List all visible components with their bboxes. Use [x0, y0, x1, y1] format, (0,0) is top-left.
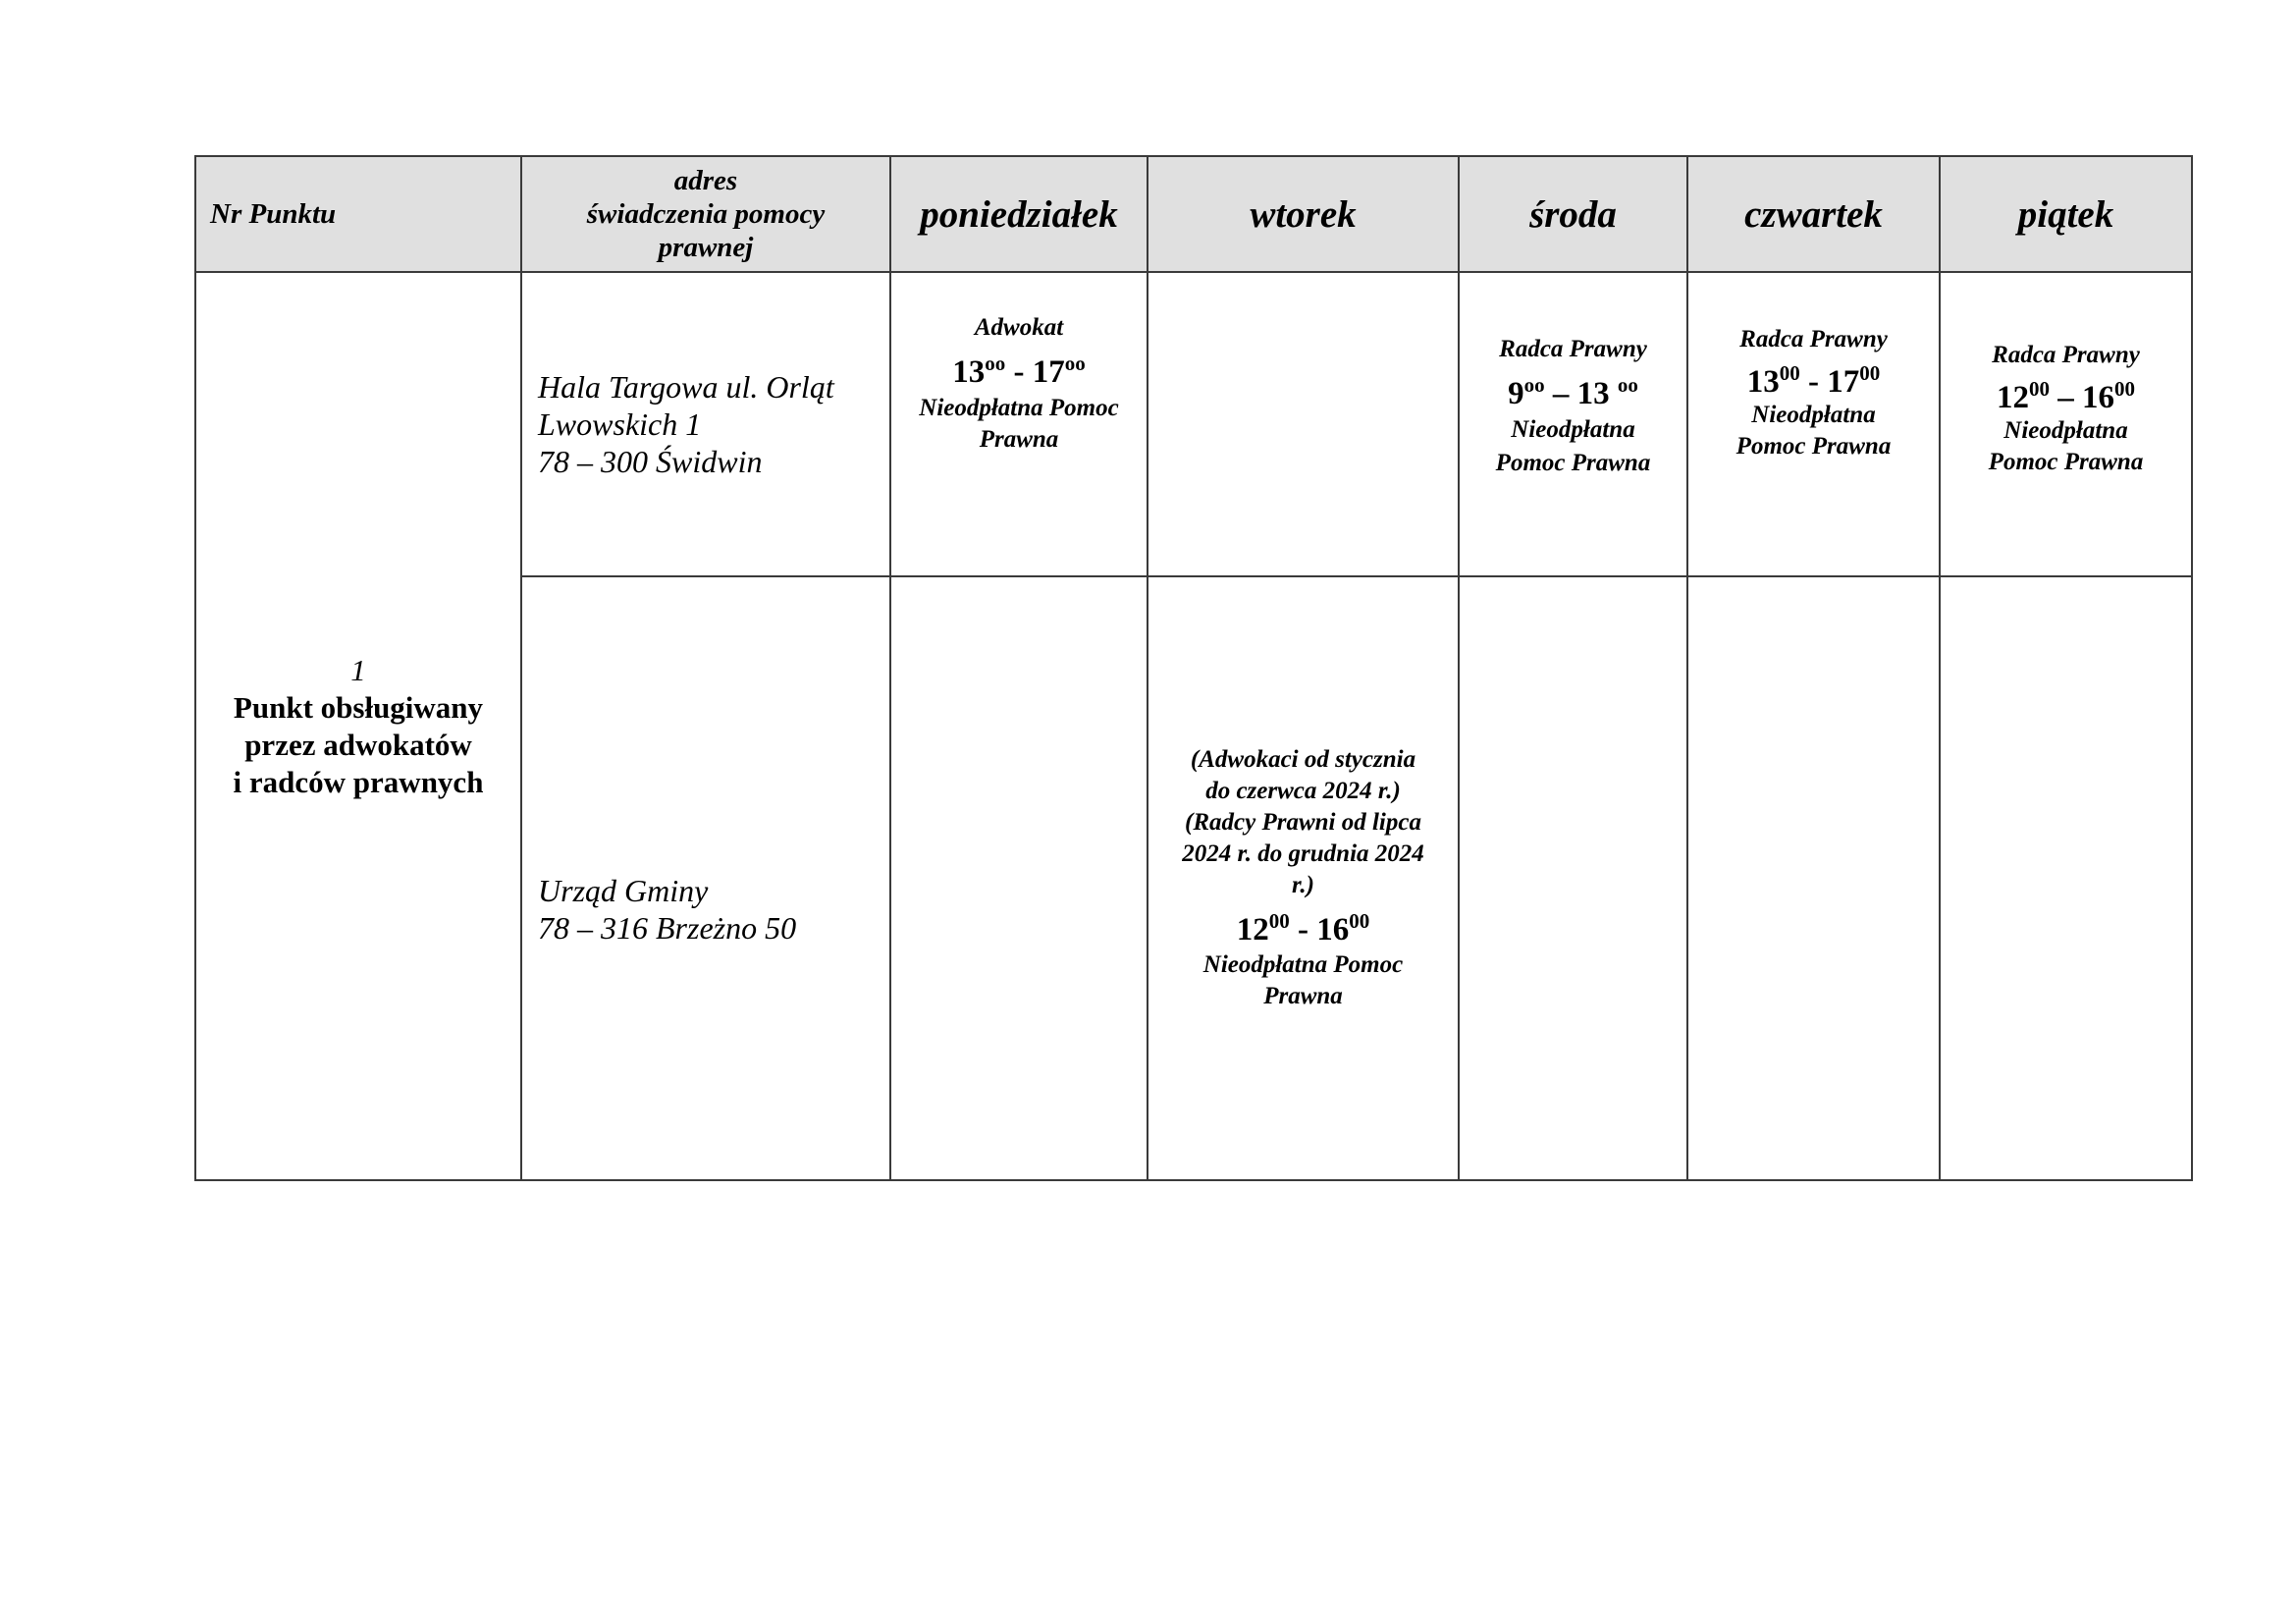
duty-label: Radca Prawny [1992, 342, 2140, 368]
duty-note-line1: Nieodpłatna [2003, 417, 2128, 444]
duty-label: Adwokat [974, 314, 1064, 341]
info-line4: 2024 r. do grudnia 2024 [1182, 840, 1424, 867]
monday-cell [890, 272, 1148, 576]
duty-note-line1: Nieodpłatna [1511, 416, 1635, 443]
duty-note-line2: Pomoc Prawna [1495, 450, 1651, 476]
thursday-cell [1687, 272, 1940, 576]
monday-cell [890, 576, 1148, 1180]
address-line2: Lwowskich 1 [538, 406, 702, 442]
info-line5: r.) [1292, 872, 1314, 898]
duty-note-line1: Nieodpłatna [1751, 402, 1876, 428]
header-address-line2: świadczenia pomocy [586, 198, 826, 230]
address-line1: Hala Targowa ul. Orląt [538, 369, 834, 405]
header-row [195, 156, 2192, 272]
address-line1: Urząd Gminy [538, 872, 709, 908]
punkt-desc-line2: przez adwokatów [244, 727, 472, 762]
duty-label: Radca Prawny [1499, 336, 1647, 362]
duty-note-line1: Nieodpłatna Pomoc [919, 395, 1119, 421]
header-nr-punktu: Nr Punktu [195, 156, 521, 272]
header-monday: poniedziałek [890, 156, 1148, 272]
table-row [195, 272, 2192, 576]
info-line3: (Radcy Prawni od lipca [1185, 809, 1421, 836]
wednesday-cell [1459, 576, 1687, 1180]
duty-note-line2: Pomoc Prawna [1988, 449, 2144, 475]
header-wednesday: środa [1459, 156, 1687, 272]
punkt-cell [195, 272, 521, 1180]
legal-aid-schedule-table [194, 155, 2193, 1181]
tuesday-cell [1148, 576, 1459, 1180]
address-line2: 78 – 316 Brzeżno 50 [538, 909, 797, 946]
thursday-cell [1687, 576, 1940, 1180]
header-address-line3: prawnej [658, 232, 754, 263]
duty-hours: $12^{00} - 16^{00}$ [1236, 909, 1370, 947]
header-friday: piątek [1940, 156, 2192, 272]
wednesday-cell [1459, 272, 1687, 576]
punkt-desc-line1: Punkt obsługiwany [233, 689, 484, 725]
friday-cell [1940, 272, 2192, 576]
address-cell [521, 272, 890, 576]
duty-note-line2: Prawna [979, 426, 1059, 453]
duty-note-line2: Prawna [1263, 983, 1343, 1009]
punkt-desc-line3: i radców prawnych [233, 764, 484, 799]
duty-hours: $9^{oo} - 13$ $^{oo}$ [1508, 373, 1638, 411]
info-line2: do czerwca 2024 r.) [1205, 778, 1401, 804]
info-line1: (Adwokaci od stycznia [1190, 746, 1416, 773]
duty-hours: $13^{00} - 17^{00}$ [1746, 361, 1881, 400]
header-thursday: czwartek [1687, 156, 1940, 272]
address-cell [521, 576, 890, 1180]
duty-label: Radca Prawny [1739, 326, 1888, 352]
duty-note-line1: Nieodpłatna Pomoc [1202, 951, 1404, 978]
duty-hours: $13^{oo} - 17^{oo}$ [952, 352, 1086, 390]
header-address-line1: adres [673, 165, 738, 196]
duty-note-line2: Pomoc Prawna [1735, 433, 1892, 460]
friday-cell [1940, 576, 2192, 1180]
duty-hours: $12^{00} - 16^{00}$ [1997, 377, 2135, 415]
header-tuesday: wtorek [1148, 156, 1459, 272]
tuesday-cell [1148, 272, 1459, 576]
punkt-number: 1 [350, 652, 366, 687]
header-address [521, 156, 890, 272]
address-line3: 78 – 300 Świdwin [538, 444, 763, 479]
